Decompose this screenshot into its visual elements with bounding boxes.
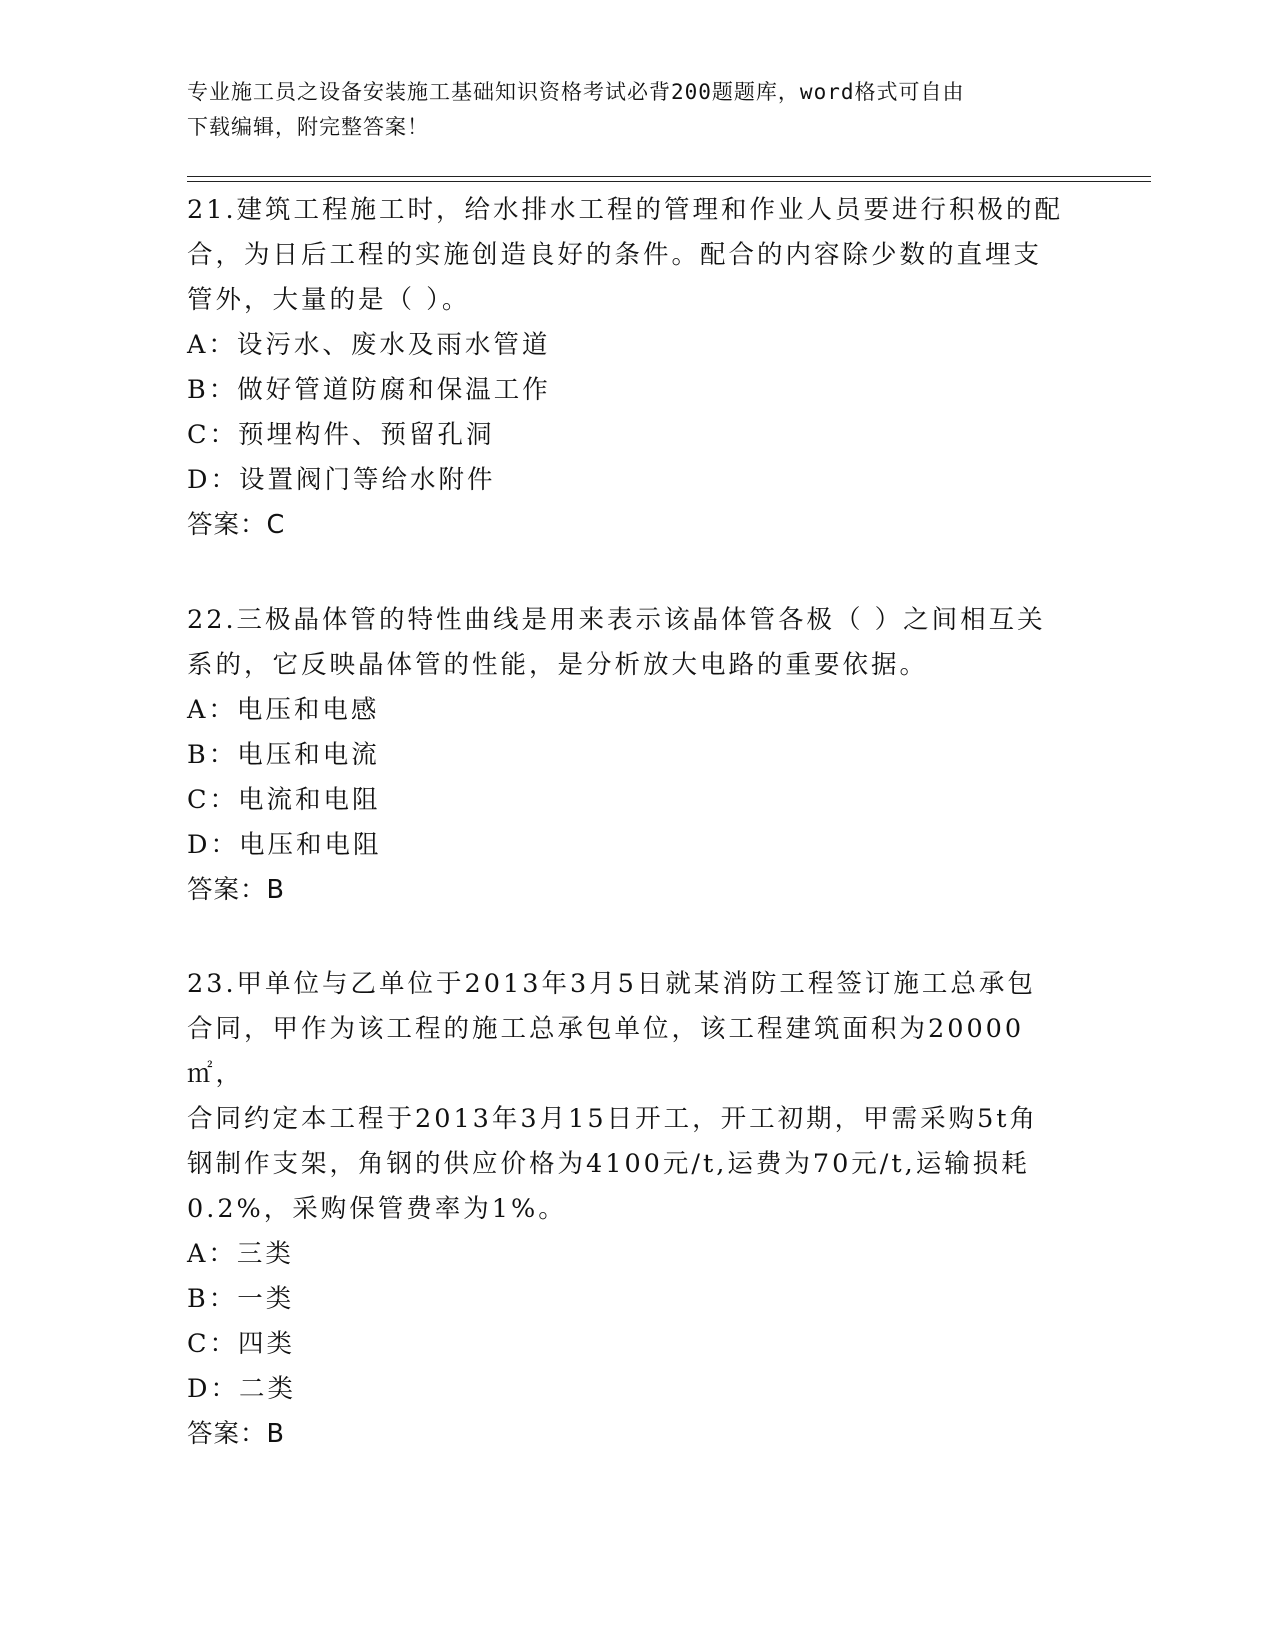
option-c: C：预埋构件、预留孔洞 (187, 420, 495, 450)
answer-line: 答案：C (187, 510, 286, 540)
option-b: B：电压和电流 (187, 740, 380, 770)
option-d: D：设置阀门等给水附件 (187, 465, 496, 495)
header-divider-top (187, 176, 1151, 177)
answer-line: 答案：B (187, 1419, 285, 1449)
option-c: C：电流和电阻 (187, 785, 381, 815)
option-a: A：设污水、废水及雨水管道 (187, 330, 551, 360)
question-stem-line: 合，为日后工程的实施创造良好的条件。配合的内容除少数的直埋支 (187, 240, 1043, 270)
question-stem-line: 21.建筑工程施工时，给水排水工程的管理和作业人员要进行积极的配 (187, 195, 1064, 225)
header-line-1: 专业施工员之设备安装施工基础知识资格考试必背200题题库，word格式可自由 (187, 80, 965, 104)
option-d: D：电压和电阻 (187, 830, 382, 860)
header-line-2: 下载编辑，附完整答案！ (187, 115, 429, 139)
question-stem-line: 钢制作支架，角钢的供应价格为4100元/t,运费为70元/t,运输损耗 (187, 1149, 1030, 1179)
option-a: A：三类 (187, 1239, 294, 1269)
option-b: B：一类 (187, 1284, 295, 1314)
option-a: A：电压和电感 (187, 695, 380, 725)
question-stem-line: 0.2%，采购保管费率为1%。 (187, 1194, 567, 1224)
document-header (187, 75, 1077, 145)
question-stem-line: 22.三极晶体管的特性曲线是用来表示该晶体管各极（ ）之间相互关 (187, 605, 1046, 635)
question-22 (187, 598, 1067, 913)
question-stem-line: 系的，它反映晶体管的性能，是分析放大电路的重要依据。 (187, 650, 929, 680)
question-stem-line: 合同，甲作为该工程的施工总承包单位，该工程建筑面积为20000㎡， (187, 1014, 1025, 1089)
answer-line: 答案：B (187, 875, 285, 905)
question-21 (187, 188, 1067, 548)
question-stem-line: 合同约定本工程于2013年3月15日开工，开工初期，甲需采购5t角 (187, 1104, 1039, 1134)
option-d: D：二类 (187, 1374, 296, 1404)
option-c: C：四类 (187, 1329, 296, 1359)
option-b: B：做好管道防腐和保温工作 (187, 375, 551, 405)
question-stem-line: 管外，大量的是（ ）。 (187, 285, 471, 315)
header-divider-bottom (187, 181, 1151, 182)
question-23 (187, 962, 1067, 1457)
question-stem-line: 23.甲单位与乙单位于2013年3月5日就某消防工程签订施工总承包 (187, 969, 1036, 999)
